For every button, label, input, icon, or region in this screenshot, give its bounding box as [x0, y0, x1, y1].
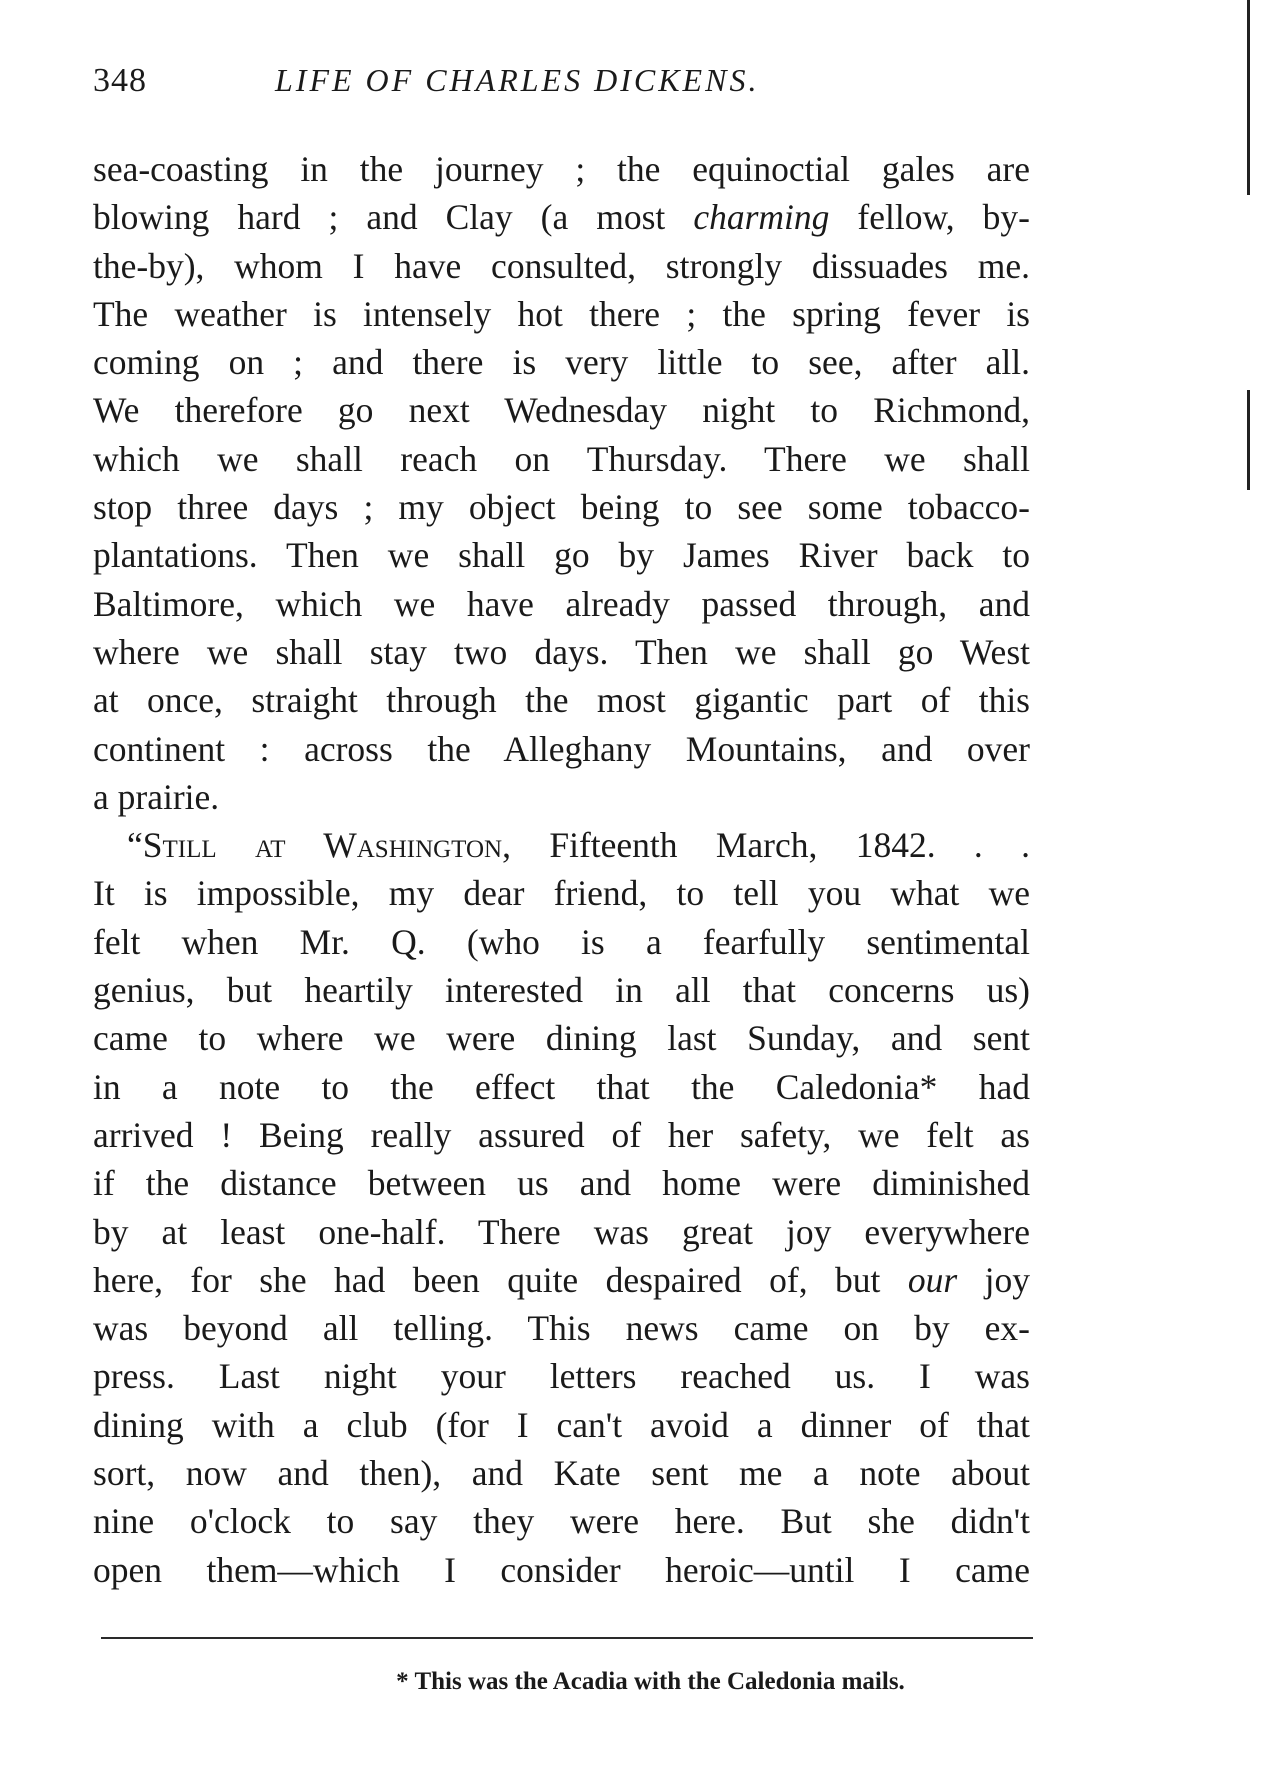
running-title: LIFE OF CHARLES DICKENS. [275, 62, 760, 98]
text-line: a prairie. [93, 776, 220, 817]
text-line: sea-coasting in the journey ; the equinoctial gales are [93, 149, 1030, 189]
text-line-letter-heading: “Still at Washington, Fifteenth March, 1842. . . [127, 825, 1030, 866]
text-line: dining with a club (for I can't avoid a dinner of that [93, 1404, 1030, 1445]
page-number: 348 [93, 62, 147, 99]
text-line: here, for she had been quite despaired of, but our joy [93, 1259, 1030, 1300]
footnote: * This was the Acadia with the Caledonia mails. [396, 1668, 905, 1695]
footnote-divider [101, 1637, 1033, 1639]
scan-margin-mark [1247, 0, 1250, 195]
text-line: in a note to the effect that the Caledonia* had [93, 1066, 1030, 1107]
text-line: which we shall reach on Thursday. There we shall [93, 438, 1030, 479]
text-line: the-by), whom I have consulted, strongly dissuades me. [93, 245, 1030, 286]
text-line: genius, but heartily interested in all that concerns us) [93, 970, 1030, 1011]
text-line: blowing hard ; and Clay (a most charming fellow, by- [93, 197, 1030, 238]
text-line: We therefore go next Wednesday night to Richmond, [93, 390, 1030, 431]
scan-margin-mark [1247, 390, 1250, 490]
text-line: where we shall stay two days. Then we shall go West [93, 631, 1030, 672]
text-line: at once, straight through the most gigantic part of this [93, 680, 1030, 721]
text-line: arrived ! Being really assured of her safety, we felt as [93, 1114, 1030, 1155]
text-line: stop three days ; my object being to see some tobacco- [93, 487, 1030, 528]
text-line: continent : across the Alleghany Mountains, and over [93, 728, 1030, 769]
page-header [93, 62, 1033, 112]
text-line: nine o'clock to say they were here. But she didn't [93, 1501, 1030, 1542]
text-line: plantations. Then we shall go by James River back to [93, 535, 1030, 576]
text-line: sort, now and then), and Kate sent me a note about [93, 1453, 1030, 1494]
text-line: felt when Mr. Q. (who is a fearfully sentimental [93, 921, 1030, 962]
text-line: Baltimore, which we have already passed through, and [93, 583, 1030, 624]
text-line: coming on ; and there is very little to see, after all. [93, 342, 1030, 383]
text-line: by at least one-half. There was great joy everywhere [93, 1211, 1030, 1252]
text-line: was beyond all telling. This news came on by ex- [93, 1308, 1030, 1349]
text-line: The weather is intensely hot there ; the spring fever is [93, 293, 1030, 334]
text-line: came to where we were dining last Sunday, and sent [93, 1018, 1030, 1059]
text-line: It is impossible, my dear friend, to tell you what we [93, 873, 1030, 914]
text-line: open them—which I consider heroic—until I came [93, 1549, 1030, 1590]
text-line: if the distance between us and home were diminished [93, 1163, 1030, 1204]
body-text [93, 145, 1030, 1594]
text-line: press. Last night your letters reached us. I was [93, 1356, 1030, 1397]
